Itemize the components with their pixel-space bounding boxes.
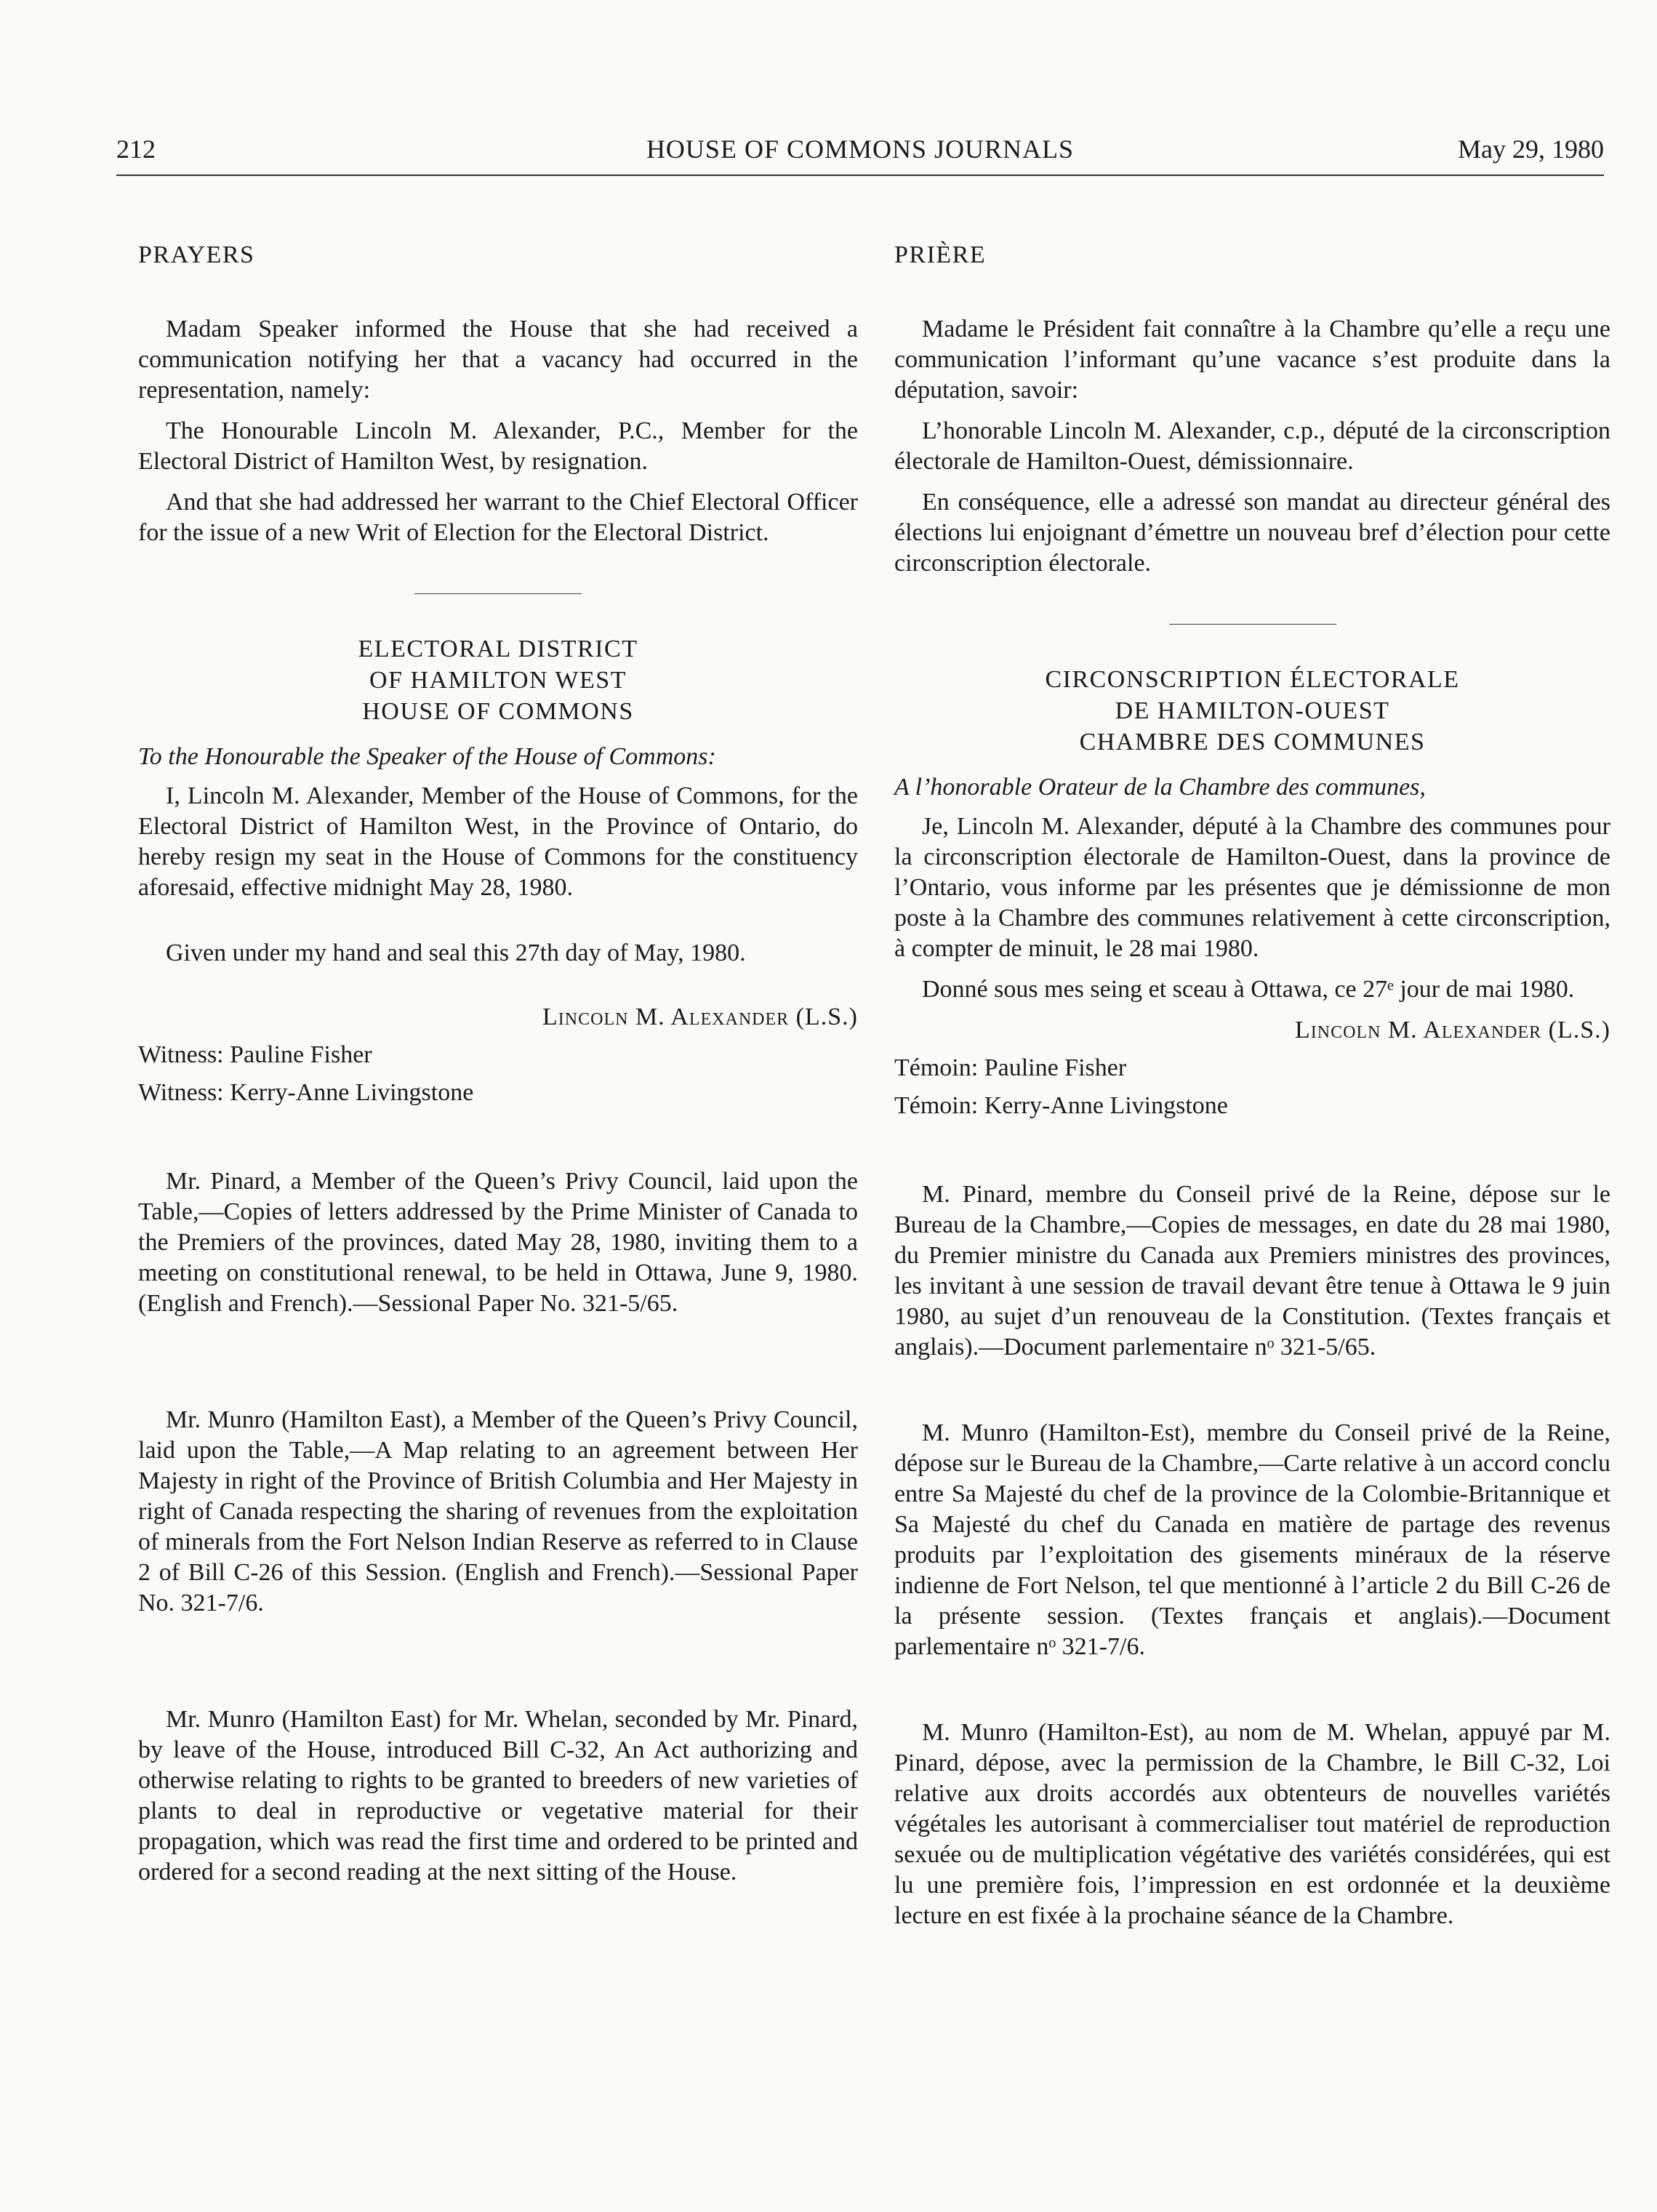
signature-line-fr: Lincoln M. Alexander (L.S.): [1295, 1017, 1610, 1043]
resignation-letter-body: I, Lincoln M. Alexander, Member of the House of Commons, for the Electoral District of Hamilton West, in the Province of Ontario, do hereby resign my seat in the House of Commons for the constituency aforesaid, effective midnight May 28, 1980.: [138, 782, 858, 901]
page-header: [116, 131, 1604, 176]
signature-line: Lincoln M. Alexander (L.S.): [542, 1003, 858, 1030]
bill-c32-paragraph-fr: M. Munro (Hamilton-Est), au nom de M. Whelan, appuyé par M. Pinard, dépose, avec la permission de la Chambre, le Bill C-32, Loi relative aux droits accordés aux obtenteurs de nouvelles variétés végétales les autorisant à commercialiser tout matériel de reproduction sexuée ou de multiplication végétative des variétés considérées, qui est lu une première fois, l’impression en est ordonnée et la deuxième lecture en est fixée à la prochaine séance de la Chambre.: [894, 1719, 1610, 1929]
english-column: [138, 240, 858, 1888]
witness-line-2: Witness: Kerry-Anne Livingstone: [138, 1079, 474, 1106]
journal-title: HOUSE OF COMMONS JOURNALS: [646, 135, 1075, 164]
resignation-letter-body-fr: Je, Lincoln M. Alexander, député à la Chambre des communes pour la circonscription électorale de Hamilton-Ouest, dans la province de l’Ontario, vous informe par les présentes que je démissionne de mon poste à la Chambre des communes relativement à cette circonscription, à compter de minuit, le 28 mai 1980.: [894, 813, 1610, 962]
letter-heading-line-1: ELECTORAL DISTRICT: [358, 636, 638, 662]
letter-heading-line-1-fr: CIRCONSCRIPTION ÉLECTORALE: [1045, 666, 1460, 693]
witness-line-1-fr: Témoin: Pauline Fisher: [894, 1054, 1127, 1081]
munro-tabling-paragraph-fr: M. Munro (Hamilton-Est), membre du Conseil privé de la Reine, dépose sur le Bureau de la Chambre,—Carte relative à un accord conclu entre Sa Majesté du chef de la province de la Colombie-Britannique et Sa Majesté du chef du Canada en matière de partage des revenus produits par l’exploitation des gisements minéraux de la réserve indienne de Fort Nelson, tel que mentionné à l’article 2 du Bill C-26 de la présente session. (Textes français et anglais).—Document parlementaire nᵒ 321-7/6.: [894, 1419, 1610, 1660]
priere-heading: PRIÈRE: [894, 241, 987, 268]
member-resignation-paragraph-fr: L’honorable Lincoln M. Alexander, c.p., député de la circonscription électorale de Hamilton-Ouest, démissionnaire.: [894, 417, 1610, 475]
given-under-hand-line-fr: Donné sous mes seing et sceau à Ottawa, ce 27ᵉ jour de mai 1980.: [922, 976, 1575, 1003]
letter-heading-line-3: HOUSE OF COMMONS: [362, 698, 634, 725]
prayers-heading: PRAYERS: [138, 241, 255, 268]
member-resignation-paragraph: The Honourable Lincoln M. Alexander, P.C., Member for the Electoral District of Hamilton West, by resignation.: [138, 417, 858, 475]
french-column: [894, 240, 1610, 1931]
pinard-tabling-paragraph: Mr. Pinard, a Member of the Queen’s Privy Council, laid upon the Table,—Copies of letters addressed by the Prime Minister of Canada to the Premiers of the provinces, dated May 28, 1980, inviting them to a meeting on constitutional renewal, to be held in Ottawa, June 9, 1980. (English and French).—Sessional Paper No. 321-5/65.: [138, 1168, 858, 1317]
warrant-paragraph-fr: En conséquence, elle a adressé son mandat au directeur général des élections lui enjoignant d’émettre un nouveau bref d’élection pour cette circonscription électorale.: [894, 489, 1610, 577]
warrant-paragraph: And that she had addressed her warrant to the Chief Electoral Officer for the issue of a new Writ of Election for the Electoral District.: [138, 489, 858, 546]
pinard-tabling-paragraph-fr: M. Pinard, membre du Conseil privé de la Reine, dépose sur le Bureau de la Chambre,—Copies de messages, en date du 28 mai 1980, du Premier ministre du Canada aux Premiers ministres des provinces, les invitant à une session de travail devant être tenue à Ottawa le 9 juin 1980, au sujet d’un renouveau de la Constitution. (Textes français et anglais).—Document parlementaire nᵒ 321-5/65.: [894, 1181, 1610, 1361]
munro-tabling-paragraph: Mr. Munro (Hamilton East), a Member of the Queen’s Privy Council, laid upon the Table,—A Map relating to an agreement between Her Majesty in right of the Province of British Columbia and Her Majesty in right of Canada respecting the sharing of revenues from the exploitation of minerals from the Fort Nelson Indian Reserve as referred to in Clause 2 of Bill C-26 of this Session. (English and French).—Sessional Paper No. 321-7/6.: [138, 1406, 858, 1616]
bill-c32-paragraph: Mr. Munro (Hamilton East) for Mr. Whelan, seconded by Mr. Pinard, by leave of the House, introduced Bill C-32, An Act authorizing and otherwise relating to rights to be granted to breeders of new varieties of plants to deal in reproductive or vegetative material for their propagation, which was read the first time and ordered to be printed and ordered for a second reading at the next sitting of the House.: [138, 1706, 858, 1886]
page-number: 212: [116, 135, 156, 164]
letter-salutation-fr: A l’honorable Orateur de la Chambre des communes,: [894, 774, 1426, 801]
witness-line-2-fr: Témoin: Kerry-Anne Livingstone: [894, 1092, 1228, 1119]
given-under-hand-line: Given under my hand and seal this 27th day of May, 1980.: [166, 939, 746, 966]
letter-salutation: To the Honourable the Speaker of the House of Commons:: [138, 743, 716, 770]
letter-heading-line-3-fr: CHAMBRE DES COMMUNES: [1079, 729, 1426, 756]
letter-heading-line-2-fr: DE HAMILTON-OUEST: [1115, 697, 1390, 724]
speaker-notice-paragraph-fr: Madame le Président fait connaître à la Chambre qu’elle a reçu une communication l’informant qu’une vacance s’est produite dans la députation, savoir:: [894, 316, 1610, 404]
speaker-notice-paragraph: Madam Speaker informed the House that she had received a communication notifying her that a vacancy had occurred in the representation, namely:: [138, 316, 858, 404]
letter-heading-line-2: OF HAMILTON WEST: [369, 667, 627, 694]
witness-line-1: Witness: Pauline Fisher: [138, 1041, 372, 1068]
journal-date: May 29, 1980: [1458, 135, 1604, 164]
